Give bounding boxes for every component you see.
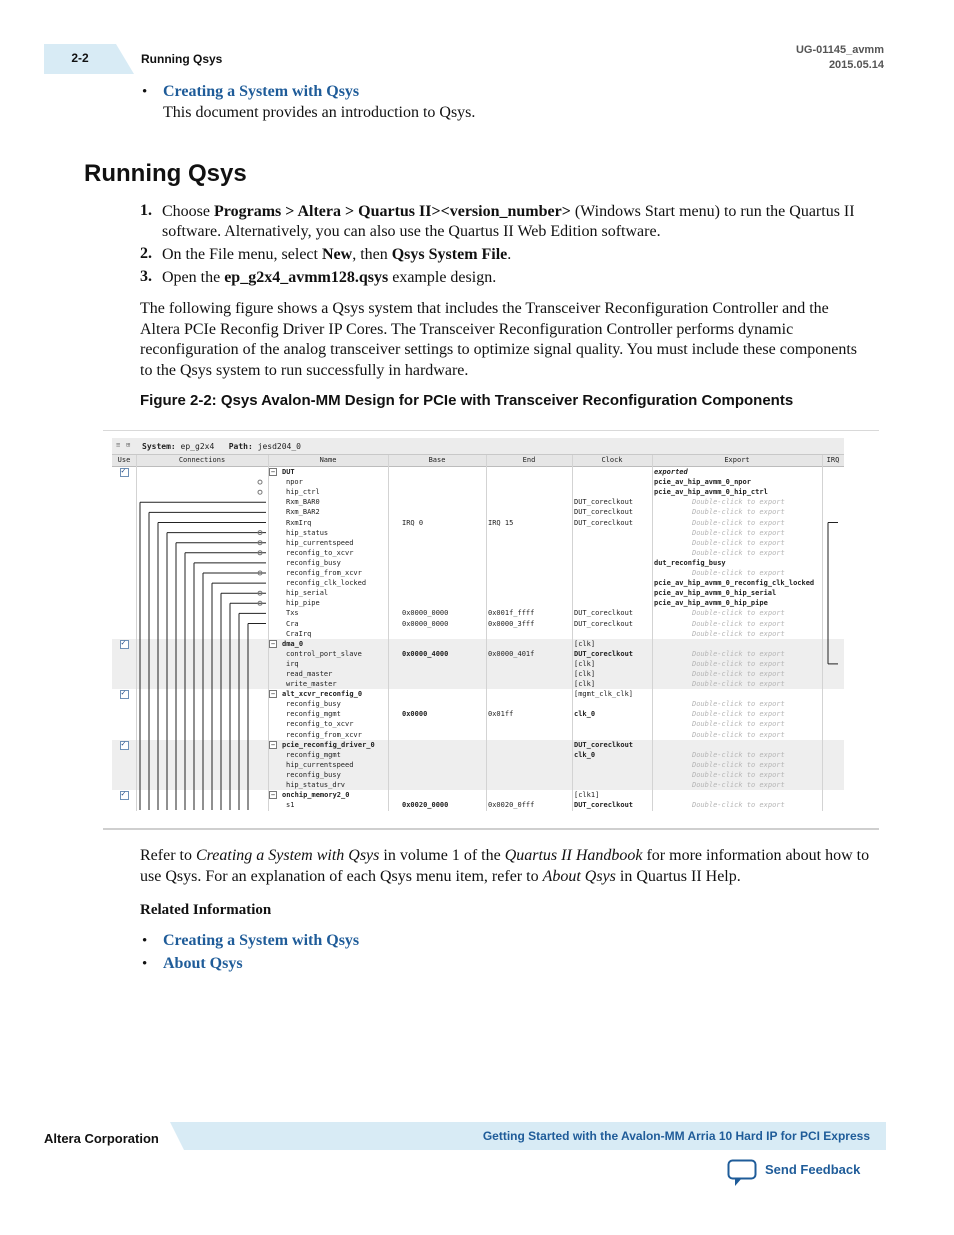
- cell-export: pcie_av_hip_avmm_0_hip_serial: [654, 589, 777, 598]
- system-path: System: ep_g2x4 Path: jesd204_0: [142, 442, 301, 451]
- link-creating-system-2[interactable]: Creating a System with Qsys: [163, 932, 360, 949]
- connection-lines: [112, 438, 844, 811]
- cell-name: irq: [286, 659, 299, 668]
- cell-base: IRQ 0: [402, 518, 424, 527]
- port-dot: [258, 490, 262, 494]
- cell-clock: clk_0: [574, 710, 596, 719]
- cell-name: reconfig_busy: [286, 770, 341, 779]
- figure-caption: Figure 2-2: Qsys Avalon-MM Design for PCIe with Transceiver Reconfiguration Components: [140, 392, 794, 409]
- section-heading: Running Qsys: [84, 160, 247, 187]
- body-paragraph: The following figure shows a Qsys system that includes the Transceiver Reconfiguration Controller and the Altera PCIe Reconfig Driver IP Cores. The Transceiver Reconfiguration Controller performs dynamic reconfiguration of the analog transceiver settings to optimize signal quality. You must include these components to the Qsys system to run successfully in hardware.: [140, 300, 858, 379]
- cell-clock: DUT_coreclkout: [574, 609, 634, 618]
- cell-export: Double-click to export: [692, 750, 785, 759]
- cell-end: 0x0020_0fff: [488, 801, 535, 810]
- doc-id: UG-01145_avmm: [795, 44, 884, 56]
- cell-export: Double-click to export: [692, 801, 785, 810]
- col-base[interactable]: Base: [428, 456, 446, 464]
- step-3: Open the ep_g2x4_avmm128.qsys example design.: [162, 269, 497, 286]
- doc-date: 2015.05.14: [828, 59, 884, 71]
- cell-end: 0x0000_3fff: [488, 619, 535, 628]
- cell-clock: [clk1]: [574, 791, 600, 800]
- collapse-icon[interactable]: −: [270, 740, 276, 749]
- filter-icon[interactable]: ≡: [116, 441, 121, 449]
- cell-export: Double-click to export: [692, 781, 785, 790]
- col-name[interactable]: Name: [319, 456, 337, 464]
- cell-export: pcie_av_hip_avmm_0_hip_pipe: [654, 599, 768, 608]
- cell-end: 0x0000_401f: [488, 649, 535, 658]
- cell-name: pcie_reconfig_driver_0: [282, 740, 375, 749]
- cell-end: IRQ 15: [488, 518, 514, 527]
- cell-name: reconfig_busy: [286, 700, 341, 709]
- cell-clock: DUT_coreclkout: [574, 498, 634, 507]
- cell-end: 0x01ff: [488, 710, 514, 719]
- cell-name: hip_currentspeed: [286, 760, 354, 769]
- refer-paragraph: Refer to Creating a System with Qsys in volume 1 of the Quartus II Handbook for more information about how to use Qsys. For an explanation of each Qsys menu item, refer to About Qsys in Quartus II Help.: [140, 847, 870, 885]
- cell-base: 0x0020_0000: [402, 801, 449, 810]
- cell-export: Double-click to export: [692, 700, 785, 709]
- cell-clock: [clk]: [574, 639, 596, 648]
- cell-name: dma_0: [282, 639, 304, 648]
- collapse-icon[interactable]: −: [270, 690, 276, 699]
- cell-export: Double-click to export: [692, 760, 785, 769]
- cell-export: Double-click to export: [692, 518, 785, 527]
- collapse-icon[interactable]: −: [270, 639, 276, 648]
- cell-export: pcie_av_hip_avmm_0_hip_ctrl: [654, 488, 768, 497]
- cell-clock: DUT_coreclkout: [574, 508, 634, 517]
- cell-name: Txs: [286, 609, 299, 618]
- cell-export: Double-click to export: [692, 680, 785, 689]
- cell-export: Double-click to export: [692, 770, 785, 779]
- intro-desc: This document provides an introduction to Qsys.: [163, 104, 476, 121]
- cell-export: Double-click to export: [692, 508, 785, 517]
- cell-name: reconfig_from_xcvr: [286, 730, 362, 739]
- cell-name: hip_ctrl: [286, 488, 320, 497]
- step-2-number: 2.: [140, 245, 152, 262]
- cell-end: 0x001f_ffff: [488, 609, 535, 618]
- cell-clock: [clk]: [574, 680, 596, 689]
- cell-export: dut_reconfig_busy: [654, 558, 726, 567]
- cell-export: Double-click to export: [692, 619, 785, 628]
- footer-company: Altera Corporation: [44, 1131, 159, 1146]
- cell-name: reconfig_to_xcvr: [286, 548, 354, 557]
- col-use[interactable]: Use: [117, 456, 131, 464]
- related-info-heading: Related Information: [140, 902, 272, 918]
- cell-export: Double-click to export: [692, 548, 785, 557]
- cell-name: hip_serial: [286, 589, 329, 598]
- cell-name: Cra: [286, 619, 299, 628]
- cell-name: Rxm_BAR2: [286, 508, 320, 517]
- cell-export: Double-click to export: [692, 609, 785, 618]
- header-section-title: Running Qsys: [141, 52, 223, 66]
- bullet-icon: •: [142, 933, 148, 949]
- cell-clock: DUT_coreclkout: [574, 649, 634, 658]
- link-about-qsys[interactable]: About Qsys: [163, 955, 243, 972]
- cell-export: pcie_av_hip_avmm_0_reconfig_clk_locked: [654, 579, 815, 588]
- cell-name: RxmIrq: [286, 518, 312, 527]
- cell-clock: clk_0: [574, 750, 596, 759]
- cell-base: 0x0000_4000: [402, 649, 449, 658]
- cell-name: hip_status: [286, 528, 329, 537]
- cell-name: write_master: [286, 680, 337, 689]
- bullet-icon: •: [142, 956, 148, 972]
- cell-name: hip_status_drv: [286, 781, 346, 790]
- cell-name: onchip_memory2_0: [282, 791, 350, 800]
- header-doc-info: [796, 43, 884, 73]
- cell-name: hip_currentspeed: [286, 538, 354, 547]
- col-end[interactable]: End: [522, 456, 536, 464]
- collapse-icon[interactable]: −: [270, 468, 276, 476]
- step-1-number: 1.: [140, 202, 152, 219]
- cell-clock: [clk]: [574, 659, 596, 668]
- port-dot: [258, 480, 262, 484]
- collapse-icon[interactable]: −: [270, 791, 276, 800]
- cell-name: CraIrq: [286, 629, 312, 638]
- cell-name: control_port_slave: [286, 649, 362, 658]
- cell-name: reconfig_from_xcvr: [286, 569, 362, 577]
- cell-base: 0x0000_0000: [402, 609, 449, 618]
- cell-name: reconfig_mgmt: [286, 710, 341, 719]
- cell-export: Double-click to export: [692, 528, 785, 537]
- cell-export: Double-click to export: [692, 710, 785, 719]
- cell-base: 0x0000_0000: [402, 619, 449, 628]
- qsys-screenshot: [112, 438, 844, 811]
- cell-export: exported: [654, 468, 688, 476]
- cell-export: Double-click to export: [692, 659, 785, 668]
- page-number: 2-2: [71, 51, 89, 65]
- cell-export: Double-click to export: [692, 730, 785, 739]
- col-connections[interactable]: Connections: [178, 456, 226, 464]
- feedback-icon[interactable]: [727, 1159, 757, 1187]
- cell-export: Double-click to export: [692, 720, 785, 729]
- cell-name: read_master: [286, 669, 333, 678]
- cell-name: hip_pipe: [286, 599, 320, 608]
- step-2: On the File menu, select New, then Qsys System File.: [162, 246, 512, 263]
- cell-name: npor: [286, 478, 303, 487]
- cell-clock: DUT_coreclkout: [574, 619, 634, 628]
- bullet-icon: •: [142, 84, 148, 100]
- cell-export: pcie_av_hip_avmm_0_npor: [654, 478, 751, 487]
- col-clock[interactable]: Clock: [601, 456, 623, 464]
- cell-name: Rxm_BAR0: [286, 498, 320, 507]
- cell-clock: [clk]: [574, 669, 596, 678]
- cell-export: Double-click to export: [692, 669, 785, 678]
- step-1: Choose Programs > Altera > Quartus II><version_number> (Windows Start menu) to run the Quartus II software. Alternatively, you can also use the Quartus II Web Edition software.: [162, 203, 855, 240]
- cell-export: Double-click to export: [692, 649, 785, 658]
- col-export[interactable]: Export: [724, 456, 750, 464]
- col-irq[interactable]: IRQ: [826, 456, 840, 464]
- cell-name: reconfig_busy: [286, 558, 341, 567]
- link-creating-system[interactable]: Creating a System with Qsys: [163, 83, 360, 100]
- cell-name: s1: [286, 801, 295, 810]
- expand-icon[interactable]: ⊞: [126, 441, 131, 449]
- cell-name: reconfig_mgmt: [286, 750, 341, 759]
- figure-top-rule: [103, 430, 879, 431]
- cell-base: 0x0000: [402, 710, 428, 719]
- cell-name: reconfig_clk_locked: [286, 579, 367, 588]
- send-feedback-link[interactable]: Send Feedback: [765, 1162, 861, 1177]
- cell-name: reconfig_to_xcvr: [286, 720, 354, 729]
- cell-export: Double-click to export: [692, 498, 785, 507]
- step-3-number: 3.: [140, 268, 152, 285]
- cell-clock: DUT_coreclkout: [574, 740, 634, 749]
- cell-clock: [mgmt_clk_clk]: [574, 690, 634, 699]
- cell-clock: DUT_coreclkout: [574, 801, 634, 810]
- cell-export: Double-click to export: [692, 538, 785, 547]
- footer-doc-title[interactable]: Getting Started with the Avalon-MM Arria 10 Hard IP for PCI Express: [482, 1129, 870, 1143]
- cell-name: alt_xcvr_reconfig_0: [282, 690, 363, 699]
- figure-bottom-rule: [103, 828, 879, 830]
- cell-export: Double-click to export: [692, 629, 785, 638]
- cell-export: Double-click to export: [692, 569, 785, 577]
- cell-clock: DUT_coreclkout: [574, 518, 634, 527]
- cell-name: DUT: [282, 468, 295, 476]
